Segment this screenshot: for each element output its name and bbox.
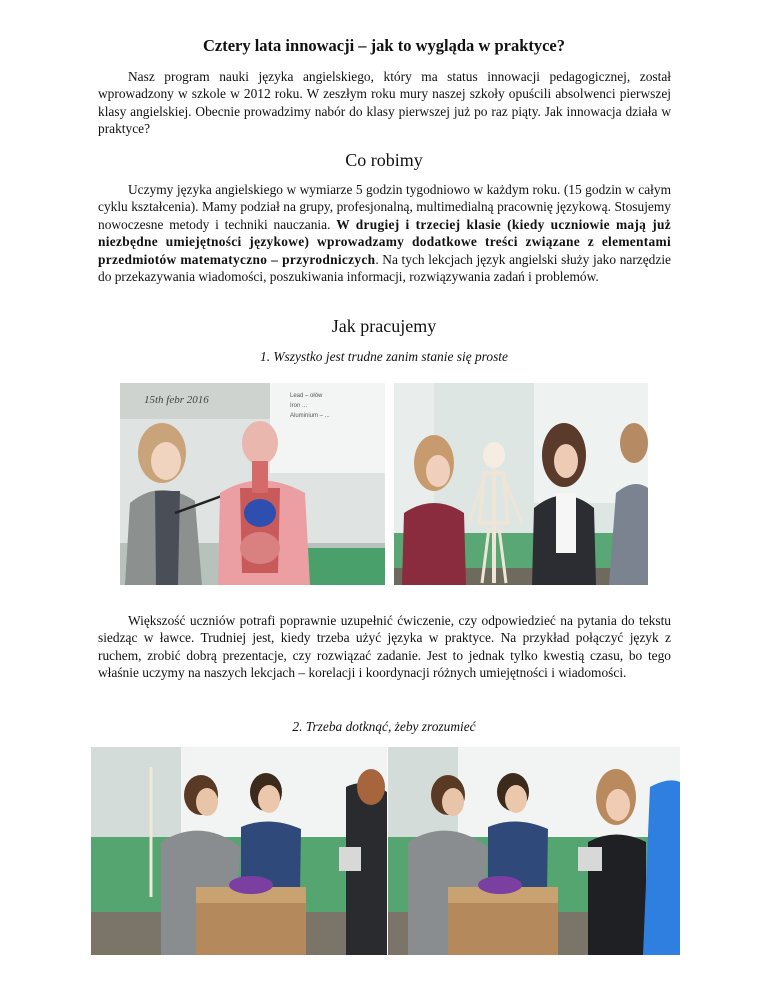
slide-line-1: Lead – ołów xyxy=(290,393,323,399)
caption-1: 1. Wszystko jest trudne zanim stanie się proste xyxy=(260,349,508,364)
intro-paragraph: Nasz program nauki języka angielskiego, który ma status innowacji pedagogicznej, został wprowadzony w szkole w 2012 roku. W zeszłym roku mury naszej szkoły opuścili absolwenci pierwszej klasy angielskiej. Obecnie prowadzimy nabór do klasy pierwszej już po raz piąty. Jak innowacja działa w praktyce? xyxy=(98,69,671,137)
caption-2: 2. Trzeba dotknąć, żeby zrozumieć xyxy=(292,719,476,734)
document-title: Cztery lata innowacji – jak to wygląda w praktyce? xyxy=(202,36,566,55)
co-robimy-paragraph xyxy=(98,181,671,285)
heading-co-robimy: Co robimy xyxy=(345,150,423,170)
slide-line-3: Aluminium – ... xyxy=(290,413,330,419)
heading-jak-pracujemy: Jak pracujemy xyxy=(331,316,437,336)
photo-touch-experiment-1 xyxy=(91,747,387,955)
photo-skeleton xyxy=(394,383,648,585)
board-date: 15th febr 2016 xyxy=(144,394,209,406)
practice-paragraph: Większość uczniów potrafi poprawnie uzupełnić ćwiczenie, czy odpowiedzieć na pytania do tekstu siedząc w ławce. Trudniej jest, kiedy trzeba użyć języka w praktyce. Na przykład połączyć język z ruchem, zrobić dobrą prezentacje, czy rozwiązać zadanie. Jest to jednak tylko kwestią czasu, bo tego właśnie uczymy na naszych lekcjach – korelacji i koordynacji różnych umiejętności i wiadomości. xyxy=(98,613,671,681)
co-robimy-text-2: . Na tych lekcjach język angielski służy jako narzędzie do przekazywania wiadomości, poszukiwania informacji, rozwiązywania zadań i problemów. xyxy=(98,251,671,285)
slide-line-2: Iron ... xyxy=(290,403,308,409)
photo-anatomy-model xyxy=(120,383,385,585)
co-robimy-text-1: Uczymy języka angielskiego w wymiarze 5 godzin tygodniowo w każdym roku. (15 godzin w całym cyklu kształcenia). Mamy podział na grupy, profesjonalną, multimedialną pracownię językową. Stosujemy nowoczesne metody i techniki nauczania. xyxy=(98,182,671,232)
co-robimy-bold-text: W drugiej i trzeciej klasie (kiedy uczniowie mają już niezbędne umiejętności językowe) wprowadzamy dodatkowe treści związane z elementami przedmiotów matematyczno – przyrodniczych xyxy=(98,216,671,267)
photo-touch-experiment-2 xyxy=(388,747,680,955)
